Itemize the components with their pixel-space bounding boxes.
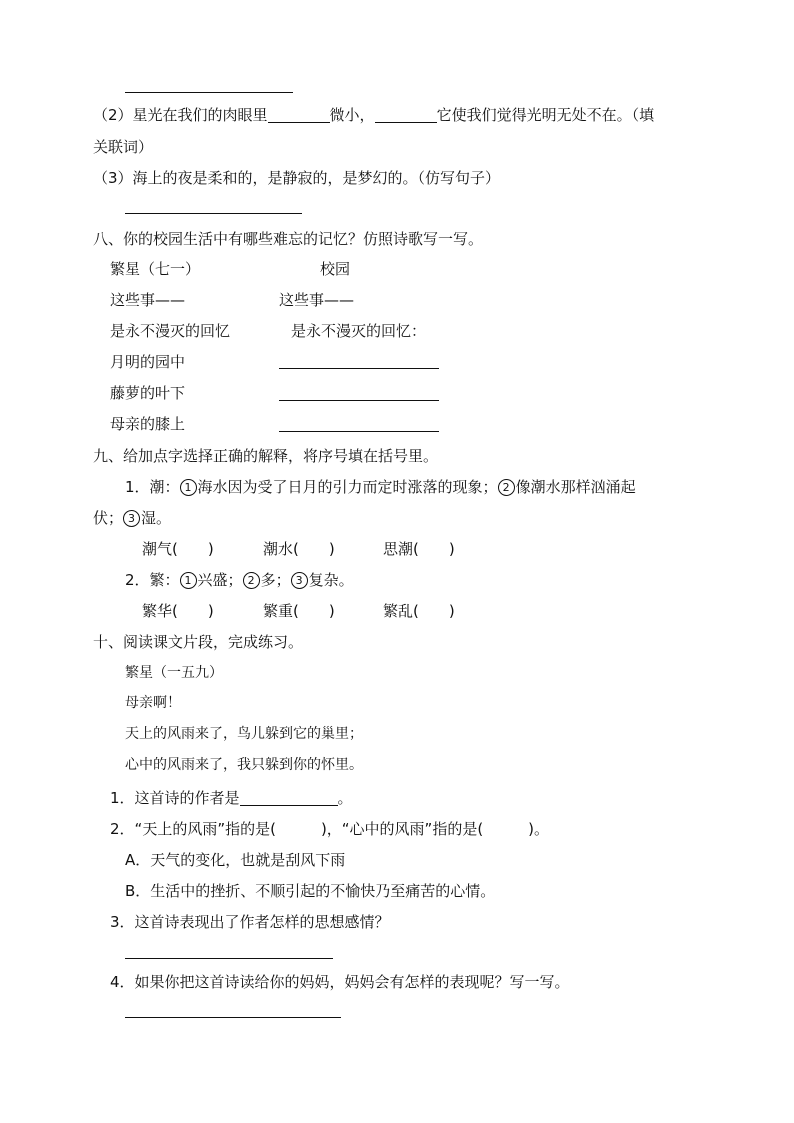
q10-option-b[interactable]: B．生活中的挫折、不顺引起的不愉快乃至痛苦的心情。 xyxy=(125,882,496,900)
answer-line-q7-3[interactable] xyxy=(125,213,302,214)
poem-line-2: 天上的风雨来了，鸟儿躲到它的巢里； xyxy=(125,726,363,742)
answer-line-q10-3[interactable] xyxy=(125,958,333,959)
q9-word-3[interactable]: 思潮( ) xyxy=(383,540,455,558)
q8-left-line5: 母亲的膝上 xyxy=(110,415,186,433)
q8-right-line2: 是永不漫灭的回忆： xyxy=(291,322,427,340)
circled-number-3: 3 xyxy=(291,572,308,589)
q7-item2 xyxy=(93,105,654,125)
q8-heading: 八、你的校园生活中有哪些难忘的记忆？仿照诗歌写一写。 xyxy=(93,230,484,248)
q9-item2-opt2: 多； xyxy=(260,571,291,589)
q9-word-6[interactable]: 繁乱( ) xyxy=(383,602,455,620)
circled-number-2: 2 xyxy=(498,479,515,496)
q8-right-title: 校园 xyxy=(320,260,351,278)
circled-number-2: 2 xyxy=(243,572,260,589)
q9-item2-opt1: 兴盛； xyxy=(197,571,243,589)
q9-item1-prefix: 1．潮： xyxy=(125,478,180,496)
q8-left-line3: 月明的园中 xyxy=(110,353,186,371)
circled-number-3: 3 xyxy=(123,510,140,527)
q9-item2-prefix: 2．繁： xyxy=(125,571,180,589)
poem-line-1: 母亲啊！ xyxy=(125,695,181,711)
q9-heading: 九、给加点字选择正确的解释，将序号填在括号里。 xyxy=(93,447,439,465)
q10-sub3: 3．这首诗表现出了作者怎样的思想感情？ xyxy=(110,913,390,931)
q10-sub1-text: 1．这首诗的作者是 xyxy=(110,789,240,807)
circled-number-1: 1 xyxy=(180,572,197,589)
q10-heading: 十、阅读课文片段，完成练习。 xyxy=(93,633,304,651)
q8-left-line4: 藤萝的叶下 xyxy=(110,384,186,402)
q10-sub2[interactable]: 2．“天上的风雨”指的是( )，“心中的风雨”指的是( )。 xyxy=(110,820,550,838)
answer-line-q7-1[interactable] xyxy=(125,92,293,93)
q9-item1-cont xyxy=(93,508,171,528)
q7-item3: （3）海上的夜是柔和的，是静寂的，是梦幻的。（仿写句子） xyxy=(93,169,501,187)
answer-line-q8-1[interactable] xyxy=(279,368,439,369)
q7-item2-cont: 关联词） xyxy=(93,138,154,156)
q9-word-2[interactable]: 潮水( ) xyxy=(263,540,335,558)
author-blank[interactable] xyxy=(240,791,338,806)
q9-word-5[interactable]: 繁重( ) xyxy=(263,602,335,620)
q7-blank-b[interactable] xyxy=(375,108,437,123)
q9-item1-opt3: 湿。 xyxy=(141,509,172,527)
circled-number-1: 1 xyxy=(180,479,197,496)
q9-item1-opt2: 像潮水那样汹涌起 xyxy=(515,478,636,496)
q7-item2-text-b: 微小， xyxy=(329,106,375,124)
q9-item2-opt3: 复杂。 xyxy=(308,571,354,589)
answer-line-q8-3[interactable] xyxy=(279,431,439,432)
answer-line-q8-2[interactable] xyxy=(279,400,439,401)
q8-left-line2: 是永不漫灭的回忆 xyxy=(110,322,231,340)
poem-title: 繁星（一五九） xyxy=(125,665,223,681)
q7-item2-text-a: （2）星光在我们的肉眼里 xyxy=(93,106,268,124)
q9-item2 xyxy=(125,570,354,590)
q9-word-4[interactable]: 繁华( ) xyxy=(142,602,214,620)
q8-right-line1: 这些事—— xyxy=(279,291,355,309)
q10-option-a[interactable]: A．天气的变化，也就是刮风下雨 xyxy=(125,851,346,869)
q7-item2-text-c: 它使我们觉得光明无处不在。（填 xyxy=(436,106,655,124)
q10-sub1 xyxy=(110,788,353,808)
q8-left-title: 繁星（七一） xyxy=(110,260,201,278)
q9-word-1[interactable]: 潮气( ) xyxy=(142,540,214,558)
poem-line-3: 心中的风雨来了，我只躲到你的怀里。 xyxy=(125,757,363,773)
q10-sub1-end: 。 xyxy=(337,789,353,807)
answer-line-q10-4[interactable] xyxy=(125,1017,341,1018)
q8-left-line1: 这些事—— xyxy=(110,291,186,309)
q7-blank-a[interactable] xyxy=(268,108,330,123)
q10-sub4: 4．如果你把这首诗读给你的妈妈，妈妈会有怎样的表现呢？写一写。 xyxy=(110,973,570,991)
q9-item1-cont-text: 伏； xyxy=(93,509,124,527)
q9-item1-opt1: 海水因为受了日月的引力而定时涨落的现象； xyxy=(197,478,498,496)
q9-item1 xyxy=(125,477,636,497)
